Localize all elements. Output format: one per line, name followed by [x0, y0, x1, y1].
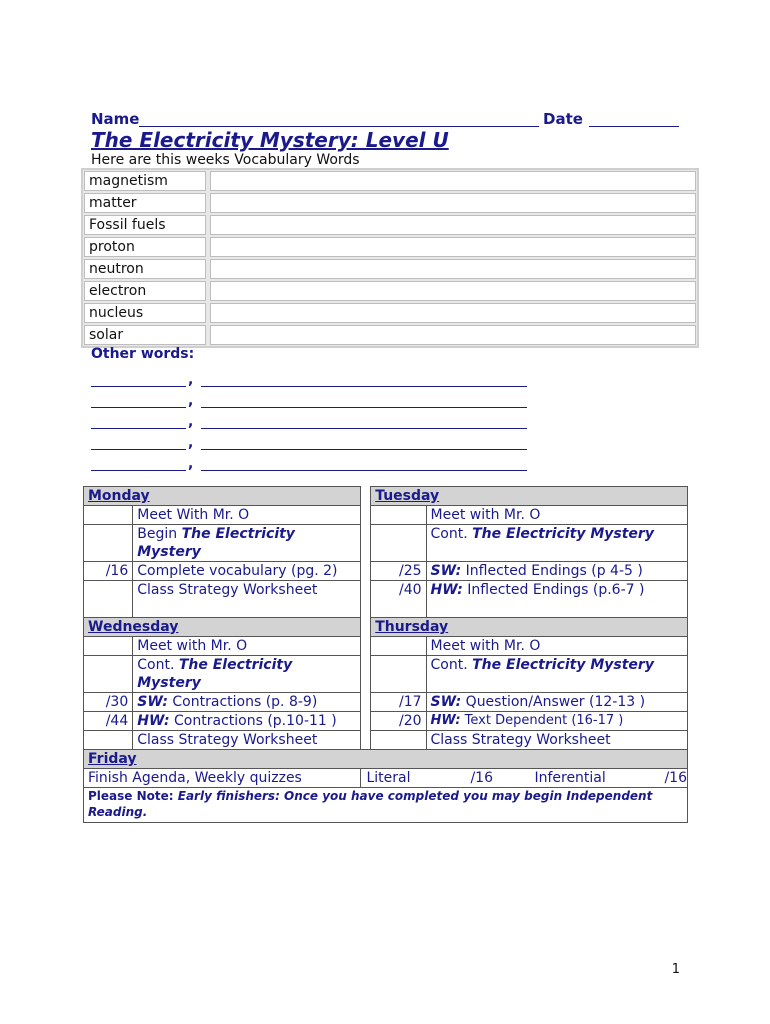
score-cell	[371, 637, 426, 656]
score-cell	[371, 506, 426, 525]
page-title: The Electricity Mystery: Level U	[91, 128, 449, 152]
task-cell: Class Strategy Worksheet	[133, 581, 361, 618]
score-cell: /20	[371, 712, 426, 731]
task-cell: Cont. The Electricity Mystery	[426, 656, 687, 693]
name-blank[interactable]	[139, 126, 539, 127]
vocab-row	[84, 259, 696, 279]
score-cell	[371, 656, 426, 693]
other-word-line[interactable]: ,	[91, 393, 531, 413]
name-label: Name	[91, 110, 140, 128]
task-cell: SW: Inflected Endings (p 4-5 )	[426, 562, 687, 581]
vocab-row	[84, 193, 696, 213]
inferential-label: Inferential	[534, 770, 606, 786]
page-number: 1	[671, 962, 680, 977]
friday-note	[84, 788, 688, 823]
vocab-row	[84, 325, 696, 345]
score-cell	[371, 525, 426, 562]
note-label: Please Note:	[88, 789, 174, 803]
task-cell: Meet with Mr. O	[426, 637, 687, 656]
friday-agenda: Finish Agenda, Weekly quizzes	[84, 769, 361, 788]
score-cell	[84, 637, 133, 656]
score-cell	[84, 525, 133, 562]
date-blank[interactable]	[589, 126, 679, 127]
task-cell: HW: Contractions (p.10-11 )	[133, 712, 361, 731]
score-cell	[84, 656, 133, 693]
vocab-word: proton	[84, 237, 206, 257]
task-cell: Cont. The Electricity Mystery	[133, 656, 361, 693]
score-cell: /17	[371, 693, 426, 712]
vocab-word: matter	[84, 193, 206, 213]
task-cell: HW: Inflected Endings (p.6-7 )	[426, 581, 687, 618]
task-cell: Complete vocabulary (pg. 2)	[133, 562, 361, 581]
date-label: Date	[543, 110, 583, 128]
score-cell	[84, 581, 133, 618]
header-row	[91, 110, 681, 130]
day-header-thursday: Thursday	[371, 618, 688, 637]
vocab-word: electron	[84, 281, 206, 301]
day-header-monday: Monday	[84, 487, 361, 506]
inferential-score: /16	[664, 770, 687, 786]
vocab-word: solar	[84, 325, 206, 345]
weekly-schedule-table	[83, 486, 688, 823]
score-cell: /25	[371, 562, 426, 581]
task-cell: HW: Text Dependent (16-17 )	[426, 712, 687, 731]
day-header-wednesday: Wednesday	[84, 618, 361, 637]
day-header-tuesday: Tuesday	[371, 487, 688, 506]
other-word-line[interactable]: ,	[91, 414, 531, 434]
task-cell: SW: Contractions (p. 8-9)	[133, 693, 361, 712]
vocab-row	[84, 303, 696, 323]
other-word-line[interactable]: ,	[91, 372, 531, 392]
score-cell: /16	[84, 562, 133, 581]
other-word-line[interactable]: ,	[91, 435, 531, 455]
friday-quizzes	[361, 769, 688, 788]
vocab-word: neutron	[84, 259, 206, 279]
note-text: Early finishers: Once you have completed you may begin Independent Reading.	[88, 789, 653, 819]
score-cell: /44	[84, 712, 133, 731]
task-cell: Cont. The Electricity Mystery	[426, 525, 687, 562]
vocab-definition-field[interactable]	[210, 281, 696, 301]
vocab-definition-field[interactable]	[210, 171, 696, 191]
vocab-definition-field[interactable]	[210, 237, 696, 257]
score-cell	[84, 731, 133, 750]
vocab-row	[84, 237, 696, 257]
literal-score: /16	[470, 770, 493, 786]
vocab-row	[84, 171, 696, 191]
task-cell: Meet With Mr. O	[133, 506, 361, 525]
score-cell: /30	[84, 693, 133, 712]
vocab-row	[84, 215, 696, 235]
score-cell: /40	[371, 581, 426, 618]
task-cell: Meet with Mr. O	[133, 637, 361, 656]
task-cell: Class Strategy Worksheet	[133, 731, 361, 750]
score-cell	[84, 506, 133, 525]
task-cell: SW: Question/Answer (12-13 )	[426, 693, 687, 712]
vocab-definition-field[interactable]	[210, 215, 696, 235]
literal-label: Literal	[366, 770, 411, 786]
score-cell	[371, 731, 426, 750]
vocab-definition-field[interactable]	[210, 193, 696, 213]
other-words-label: Other words:	[91, 346, 195, 362]
vocab-word: magnetism	[84, 171, 206, 191]
vocab-word: Fossil fuels	[84, 215, 206, 235]
task-cell: Class Strategy Worksheet	[426, 731, 687, 750]
task-cell: Meet with Mr. O	[426, 506, 687, 525]
vocab-definition-field[interactable]	[210, 259, 696, 279]
day-header-friday: Friday	[84, 750, 688, 769]
vocab-definition-field[interactable]	[210, 325, 696, 345]
vocab-intro: Here are this weeks Vocabulary Words	[91, 152, 360, 168]
task-cell: Begin The Electricity Mystery	[133, 525, 361, 562]
other-word-line[interactable]: ,	[91, 456, 531, 476]
vocab-word: nucleus	[84, 303, 206, 323]
vocab-definition-field[interactable]	[210, 303, 696, 323]
vocab-table	[81, 168, 699, 348]
vocab-row	[84, 281, 696, 301]
